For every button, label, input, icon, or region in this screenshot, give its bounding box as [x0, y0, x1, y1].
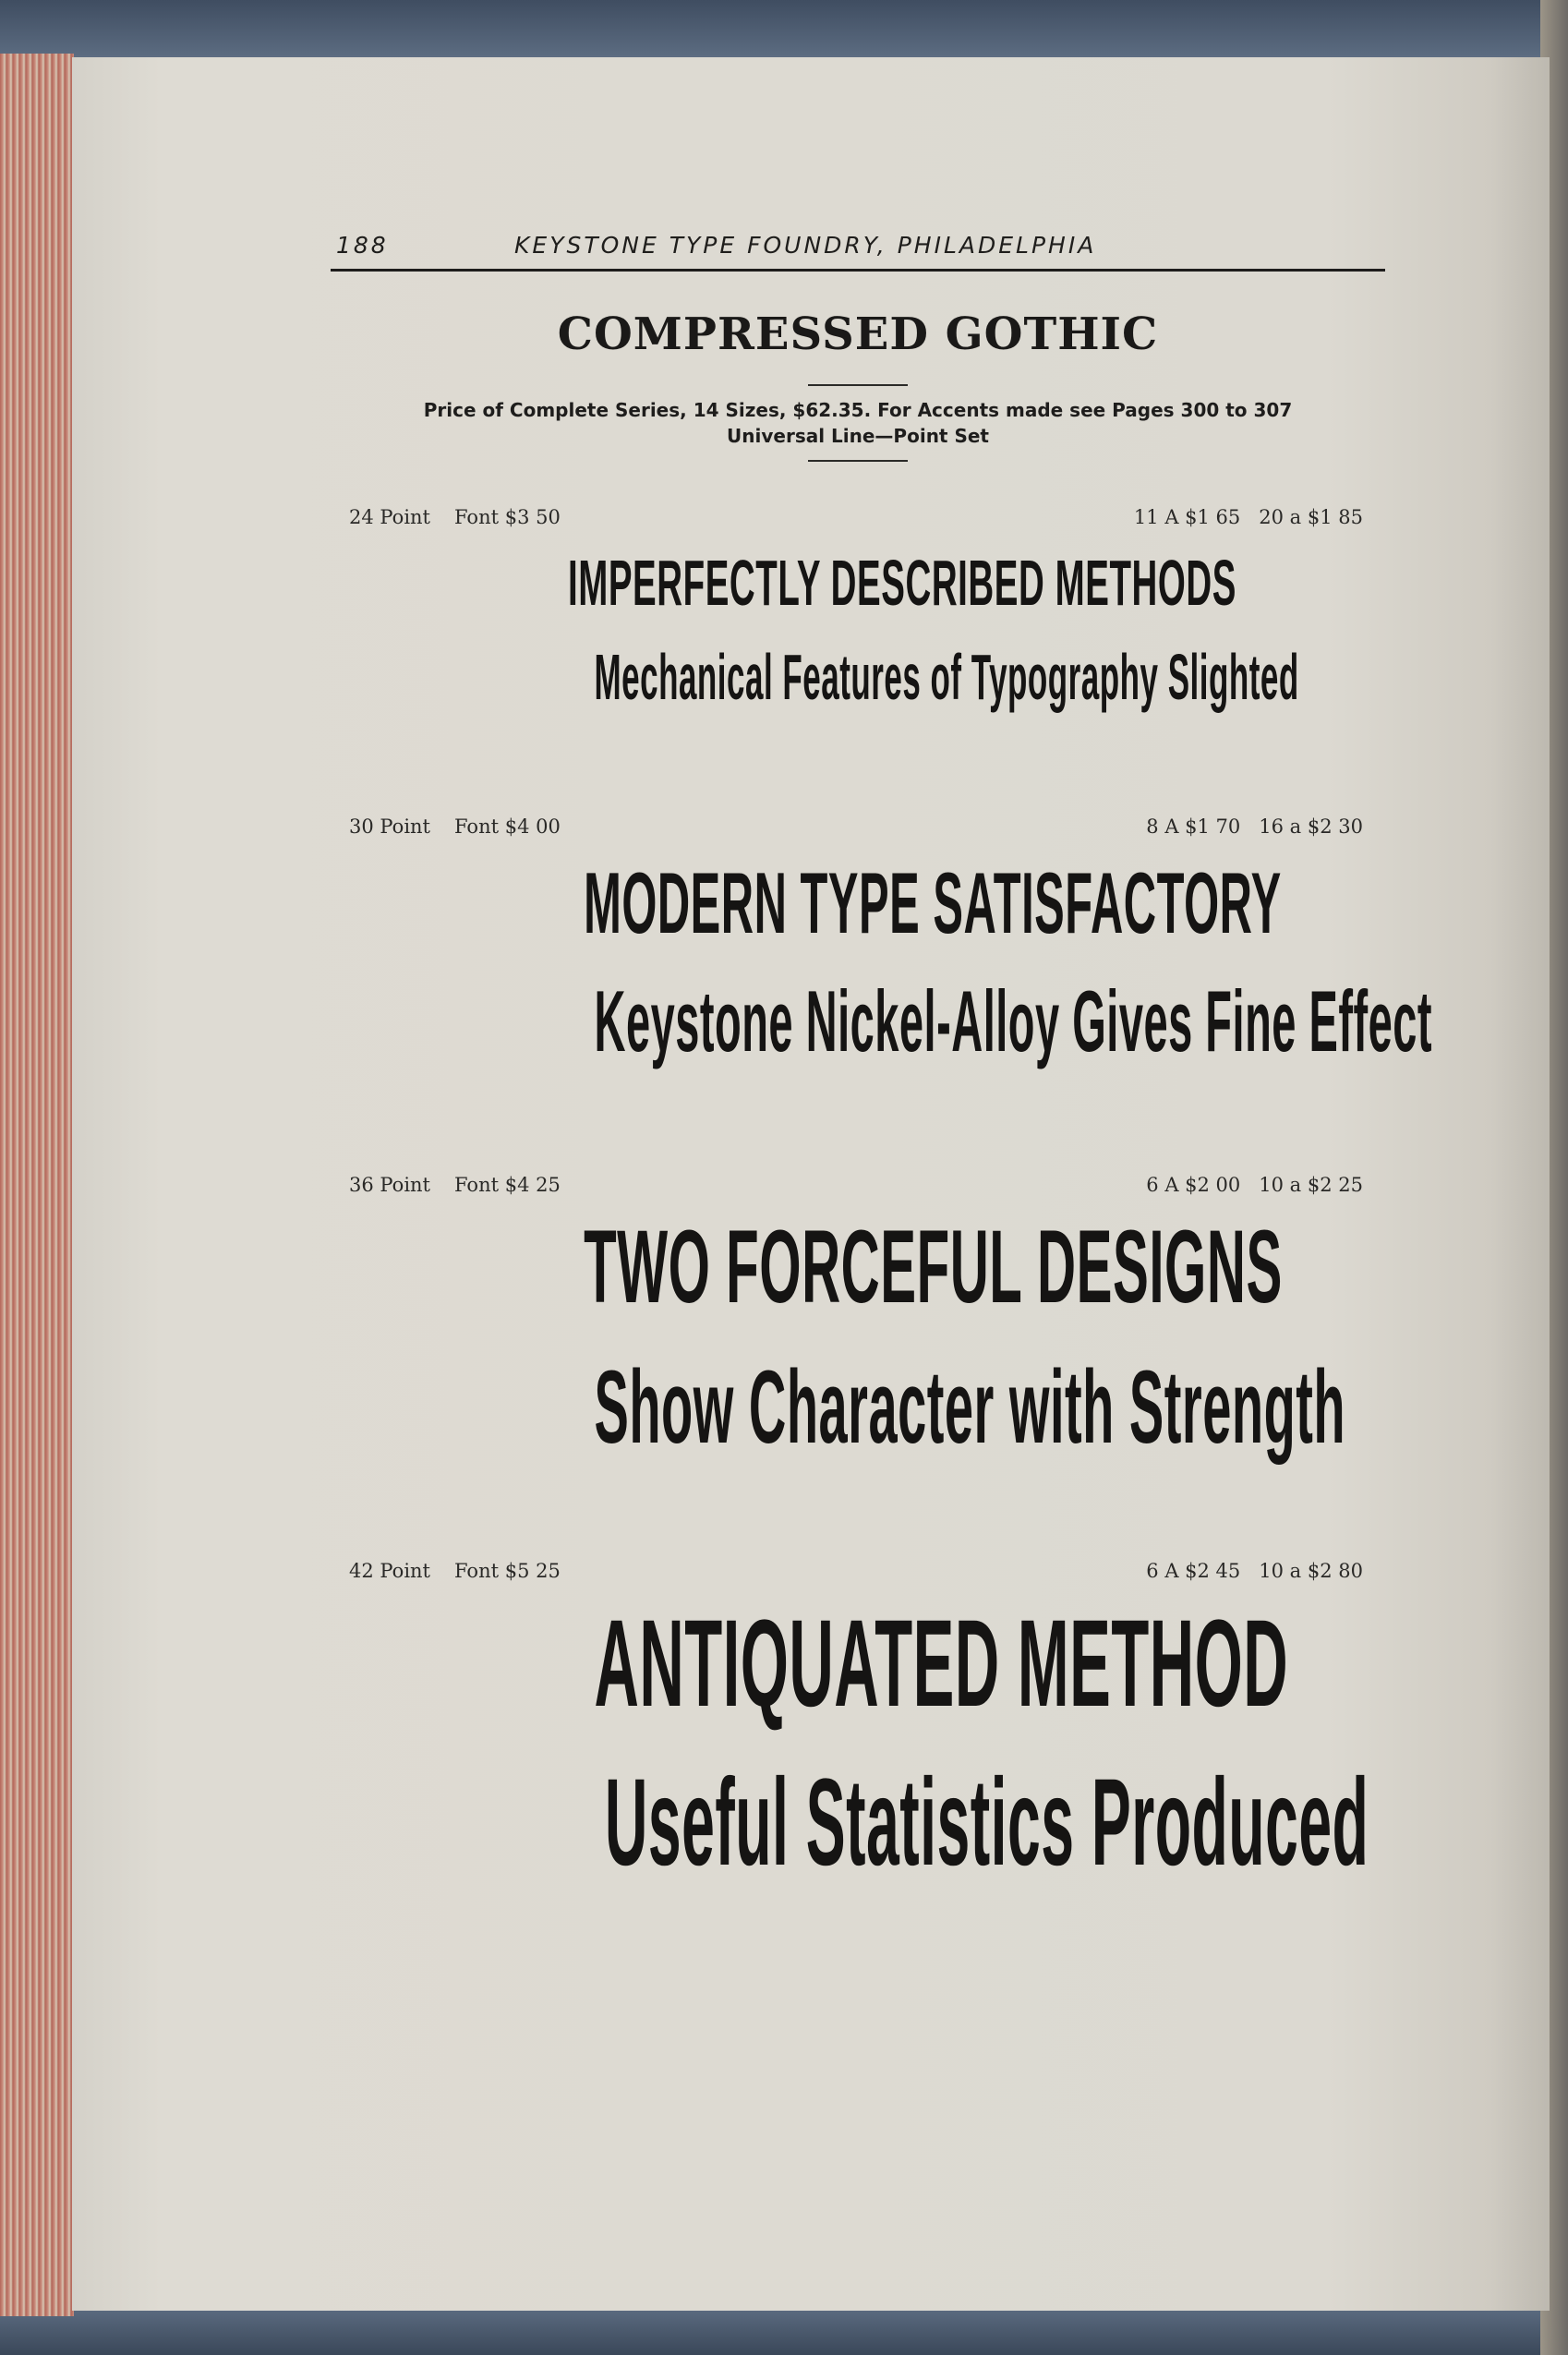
divider-rule	[808, 460, 908, 462]
caps-price: 6 A $2 00	[1146, 1174, 1241, 1196]
point-size: 42 Point	[349, 1560, 430, 1582]
specimen-line: IMPERFECTLY DESCRIBED METHODS	[567, 547, 1236, 619]
caps-price: 11 A $1 65	[1133, 506, 1241, 528]
lowercase-price: 10 a $2 80	[1259, 1560, 1363, 1582]
font-price: Font $4 25	[454, 1174, 561, 1196]
standard-line: Universal Line—Point Set	[727, 425, 989, 447]
specimen-line: TWO FORCEFUL DESIGNS	[584, 1209, 1283, 1324]
spec-right	[1134, 506, 1363, 528]
font-price: Font $5 25	[454, 1560, 561, 1582]
catalog-page	[72, 57, 1550, 2311]
price-line: Price of Complete Series, 14 Sizes, $62.35. For Accents made see Pages 300 to 307	[423, 399, 1293, 421]
caps-price: 8 A $1 70	[1146, 815, 1241, 838]
caps-price: 6 A $2 45	[1146, 1560, 1241, 1582]
price-note	[331, 397, 1385, 449]
lowercase-price: 16 a $2 30	[1259, 815, 1363, 838]
page-edges	[0, 54, 74, 2316]
book-cover-bottom	[0, 2309, 1568, 2355]
point-size: 30 Point	[349, 815, 430, 838]
spec-left	[349, 1560, 561, 1582]
point-size: 24 Point	[349, 506, 430, 528]
font-price: Font $4 00	[454, 815, 561, 838]
spec-right	[1146, 815, 1363, 838]
specimen-spec-line	[331, 1174, 1385, 1196]
lowercase-price: 10 a $2 25	[1259, 1174, 1363, 1196]
point-size: 36 Point	[349, 1174, 430, 1196]
page-title: COMPRESSED GOTHIC	[557, 308, 1159, 360]
spec-right	[1146, 1174, 1363, 1196]
specimen-line: Keystone Nickel-Alloy Gives Fine Effect	[594, 972, 1433, 1069]
specimen-line: MODERN TYPE SATISFACTORY	[584, 854, 1282, 951]
spec-left	[349, 506, 561, 528]
font-price: Font $3 50	[454, 506, 561, 528]
specimen-line: Useful Statistics Produced	[604, 1754, 1369, 1891]
specimen-spec-line	[331, 506, 1385, 528]
specimen-spec-line	[331, 815, 1385, 838]
lowercase-price: 20 a $1 85	[1259, 506, 1363, 528]
spec-right	[1146, 1560, 1363, 1582]
specimen-line: Mechanical Features of Typography Slighted	[594, 641, 1299, 713]
running-head-text: KEYSTONE TYPE FOUNDRY, PHILADELPHIA	[514, 232, 1097, 259]
specimen-line: Show Character with Strength	[594, 1349, 1346, 1465]
specimen-line: ANTIQUATED METHOD	[594, 1595, 1289, 1733]
spec-left	[349, 1174, 561, 1196]
page-number: 188	[336, 232, 389, 259]
page-content	[331, 228, 1433, 1892]
book-cover-top	[0, 0, 1568, 55]
divider-rule	[808, 384, 908, 386]
running-head	[331, 228, 1385, 272]
spec-left	[349, 815, 561, 838]
specimen-spec-line	[331, 1560, 1385, 1582]
